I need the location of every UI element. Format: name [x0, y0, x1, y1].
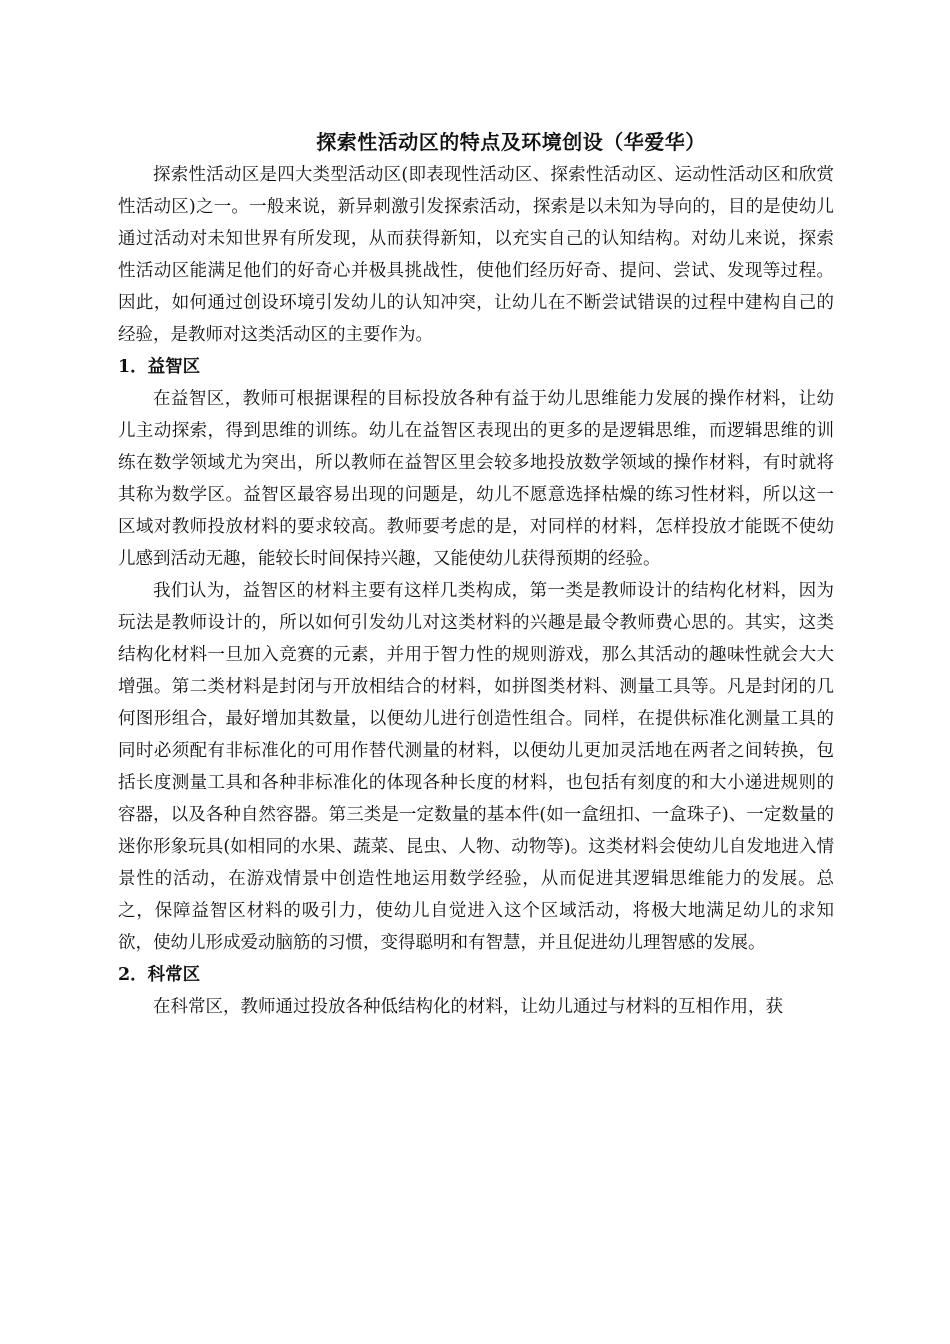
yizhi-paragraph-2: 我们认为，益智区的材料主要有这样几类构成，第一类是教师设计的结构化材料，因为玩法是教师设计的，所以如何引发幼儿对这类材料的兴趣是最令教师费心思的。其实，这类结构化材料一旦加入竞赛的元素，并用于智力性的规则游戏，那么其活动的趣味性就会大大增强。第二类材料是封闭与开放相结合的材料，如拼图类材料、测量工具等。凡是封闭的几何图形组合，最好增加其数量，以便幼儿进行创造性组合。同样，在提供标准化测量工具的同时必须配有非标准化的可用作替代测量的材料，以便幼儿更加灵活地在两者之间转换，包括长度测量工具和各种非标准化的体现各种长度的材料，也包括有刻度的和大小递进规则的容器，以及各种自然容器。第三类是一定数量的基本件(如一盒纽扣、一盒珠子)、一定数量的迷你形象玩具(如相同的水果、蔬菜、昆虫、人物、动物等)。这类材料会使幼儿自发地进入情景性的活动，在游戏情景中创造性地运用数学经验，从而促进其逻辑思维能力的发展。总之，保障益智区材料的吸引力，使幼儿自觉进入这个区域活动，将极大地满足幼儿的求知欲，使幼儿形成爱动脑筋的习惯，变得聪明和有智慧，并且促进幼儿理智感的发展。: [118, 581, 834, 953]
kechang-paragraph-1: 在科常区，教师通过投放各种低结构化的材料，让幼儿通过与材料的互相作用，获: [153, 997, 783, 1017]
section-heading-yizhi: 1．益智区: [118, 357, 201, 377]
document-page: [118, 125, 834, 1023]
section-heading-kechang: 2．科常区: [118, 965, 201, 985]
intro-paragraph: 探索性活动区是四大类型活动区(即表现性活动区、探索性活动区、运动性活动区和欣赏性活动区)之一。一般来说，新异刺激引发探索活动，探索是以未知为导向的，目的是使幼儿通过活动对未知世界有所发现，从而获得新知，以充实自己的认知结构。对幼儿来说，探索性活动区能满足他们的好奇心并极具挑战性，使他们经历好奇、提问、尝试、发现等过程。因此，如何通过创设环境引发幼儿的认知冲突，让幼儿在不断尝试错误的过程中建构自己的经验，是教师对这类活动区的主要作为。: [118, 165, 834, 345]
yizhi-paragraph-1: 在益智区，教师可根据课程的目标投放各种有益于幼儿思维能力发展的操作材料，让幼儿主动探索，得到思维的训练。幼儿在益智区表现出的更多的是逻辑思维，而逻辑思维的训练在数学领域尤为突出，所以教师在益智区里会较多地投放数学领域的操作材料，有时就将其称为数学区。益智区最容易出现的问题是，幼儿不愿意选择枯燥的练习性材料，所以这一区域对教师投放材料的要求较高。教师要考虑的是，对同样的材料，怎样投放才能既不使幼儿感到活动无趣，能较长时间保持兴趣，又能使幼儿获得预期的经验。: [118, 389, 834, 569]
document-title: 探索性活动区的特点及环境创设（华爱华）: [316, 130, 706, 154]
